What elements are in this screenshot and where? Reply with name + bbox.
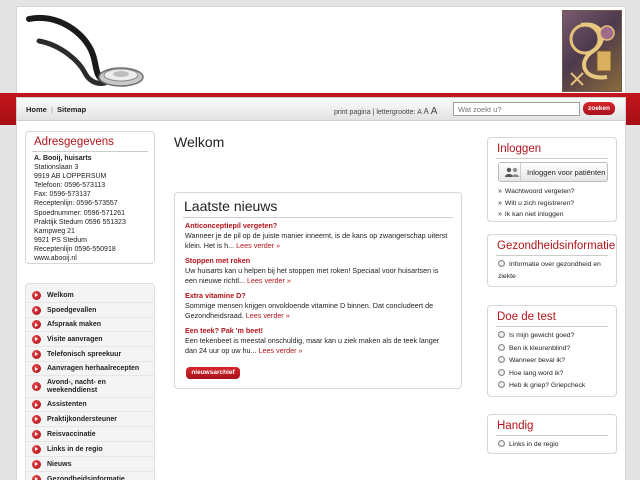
- search-input[interactable]: [453, 102, 580, 116]
- news-title: Laatste nieuws: [184, 198, 278, 214]
- page-tools: [334, 106, 437, 117]
- header-banner: [16, 6, 626, 94]
- bullet-arrow-icon: [32, 364, 41, 373]
- chevron-right-icon: »: [498, 188, 502, 195]
- menu-item-label: Links in de regio: [47, 445, 103, 453]
- useful-links-box: [487, 414, 617, 454]
- font-size-large[interactable]: A: [430, 106, 438, 117]
- menu-item-telefonisch-spreekuur[interactable]: [26, 347, 154, 362]
- address-line: Telefoon: 0596-573113: [34, 182, 106, 190]
- bullet-arrow-icon: [32, 320, 41, 329]
- address-line: Kampweg 21: [34, 227, 75, 235]
- link-label: Is mijn gewicht goed?: [509, 332, 575, 339]
- address-box: [25, 131, 155, 264]
- news-item-summary: Een tekenbeet is meestal onschuldig, maar kan u ziek maken als de teek langer dan 24 uur op uw hu...: [185, 336, 440, 355]
- cannot-login-link[interactable]: [498, 209, 606, 221]
- address-title: Adresgegevens: [34, 136, 114, 148]
- login-box: [487, 137, 617, 222]
- bullet-circle-icon: [498, 344, 505, 351]
- menu-item-label: Nieuws: [47, 460, 72, 468]
- bullet-arrow-icon: [32, 400, 41, 409]
- divider: [496, 255, 608, 256]
- useful-links-title: Handig: [497, 420, 534, 432]
- top-nav-links: [26, 105, 86, 114]
- test-link-colorblind[interactable]: [498, 343, 606, 356]
- news-item-summary: Uw huisarts kan u helpen bij het stoppen met roken! Speciaal voor huisartsen is een nieuwe richtl...: [185, 266, 439, 285]
- menu-item-assistenten[interactable]: [26, 398, 154, 412]
- bullet-arrow-icon: [32, 350, 41, 359]
- menu-item-welkom[interactable]: [26, 288, 154, 303]
- read-more-link[interactable]: Lees verder »: [245, 311, 290, 320]
- link-label: Hoe lang word ik?: [509, 369, 564, 377]
- bullet-arrow-icon: [32, 382, 41, 391]
- menu-item-gezondheidsinformatie[interactable]: [26, 472, 154, 480]
- practice-logo: [562, 10, 622, 92]
- bullet-arrow-icon: [32, 306, 41, 315]
- link-label: Wachtwoord vergeten?: [504, 188, 575, 195]
- font-size-medium[interactable]: A: [423, 107, 429, 116]
- nav-sitemap-link[interactable]: Sitemap: [56, 105, 87, 114]
- chevron-right-icon: »: [498, 211, 502, 218]
- bullet-arrow-icon: [32, 445, 41, 454]
- news-box: [174, 192, 462, 389]
- chevron-right-icon: »: [498, 199, 502, 207]
- menu-item-label: Visite aanvragen: [47, 335, 103, 343]
- bullet-circle-icon: [498, 369, 505, 376]
- read-more-link[interactable]: Lees verder »: [258, 346, 303, 355]
- news-item-title[interactable]: Anticonceptiepil vergeten?: [185, 221, 278, 230]
- link-label: Ben ik kleurenblind?: [509, 344, 571, 352]
- bullet-arrow-icon: [32, 415, 41, 424]
- menu-item-label: Afspraak maken: [47, 321, 102, 328]
- news-item: [175, 256, 461, 286]
- menu-item-label: Gezondheidsinformatie: [47, 475, 125, 480]
- news-archive-button[interactable]: nieuwsarchief: [186, 367, 240, 379]
- stethoscope-image: [25, 11, 165, 93]
- menu-item-label: Aanvragen herhaalrecepten: [47, 365, 140, 372]
- nav-separator: |: [50, 105, 53, 114]
- nav-home-link[interactable]: Home: [26, 105, 47, 114]
- test-link-due-date[interactable]: [498, 355, 606, 368]
- news-item-title[interactable]: Een teek? Pak 'm beet!: [185, 326, 264, 335]
- link-label: Wilt u zich registreren?: [504, 199, 575, 207]
- sidebar-menu: [25, 283, 155, 480]
- menu-item-avond-nacht-weekenddienst[interactable]: [26, 376, 154, 398]
- news-item: [175, 291, 461, 321]
- address-lines: [26, 154, 154, 263]
- health-info-title: Gezondheidsinformatie: [497, 240, 616, 252]
- bullet-arrow-icon: [32, 335, 41, 344]
- link-label: Links in de regio: [509, 441, 559, 448]
- address-line: Receptenlijn: 0596-573557: [34, 200, 118, 208]
- bullet-arrow-icon: [32, 430, 41, 439]
- link-label: Heb ik griep? Griepcheck: [509, 382, 586, 389]
- news-item-text: [185, 301, 451, 321]
- menu-item-links-in-de-regio[interactable]: [26, 442, 154, 457]
- test-link-flu[interactable]: [498, 380, 606, 393]
- news-item-title[interactable]: Extra vitamine D?: [185, 291, 246, 300]
- bullet-circle-icon: [498, 331, 505, 338]
- address-line: Fax: 0596-573137: [34, 191, 91, 199]
- top-navbar: [16, 97, 626, 121]
- menu-item-praktijkondersteuner[interactable]: [26, 412, 154, 427]
- register-link[interactable]: [498, 198, 606, 210]
- website-link[interactable]: www.abooij.nl: [34, 255, 77, 263]
- health-info-box: [487, 234, 617, 287]
- test-link-height[interactable]: [498, 368, 606, 381]
- font-size-label: lettergrootte:: [376, 109, 416, 116]
- health-info-link[interactable]: [498, 259, 606, 283]
- bullet-circle-icon: [498, 260, 505, 267]
- divider: [496, 158, 608, 159]
- patient-login-button[interactable]: [498, 162, 608, 182]
- menu-item-afspraak-maken[interactable]: [26, 318, 154, 332]
- self-test-box: [487, 305, 617, 397]
- address-line: 9921 PS Stedum: [34, 236, 87, 244]
- tools-separator: |: [372, 109, 375, 116]
- bullet-circle-icon: [498, 356, 505, 363]
- address-line: Stationslaan 3: [34, 164, 79, 172]
- menu-item-nieuws[interactable]: [26, 457, 154, 472]
- bullet-arrow-icon: [32, 475, 41, 480]
- news-item-text: [185, 266, 451, 286]
- regional-links-link[interactable]: [498, 439, 606, 451]
- print-page-link[interactable]: print pagina: [334, 109, 371, 116]
- bullet-arrow-icon: [32, 291, 41, 300]
- news-item: [175, 326, 461, 356]
- address-line: Praktijk Stedum 0596 551323: [34, 218, 126, 226]
- bullet-circle-icon: [498, 381, 505, 388]
- self-test-title: Doe de test: [497, 311, 556, 323]
- bullet-circle-icon: [498, 440, 505, 447]
- menu-item-reisvaccinatie[interactable]: [26, 427, 154, 442]
- address-line: 9919 AB LOPPERSUM: [34, 173, 107, 181]
- news-item-text: [185, 336, 451, 356]
- test-link-weight[interactable]: [498, 330, 606, 343]
- users-icon: [503, 163, 521, 181]
- news-item-summary: Wanneer je de pil op de juiste manier inneemt, is de kans op zwangerschap uiterst klein. Het is h...: [185, 231, 448, 250]
- menu-item-label: Praktijkondersteuner: [47, 415, 118, 423]
- news-item-summary: Sommige mensen krijgen onvoldoende vitamine D binnen. Dat concludeert de Gezondheidsraad.: [185, 301, 434, 320]
- divider: [496, 326, 608, 327]
- forgot-password-link[interactable]: [498, 186, 606, 198]
- news-item-text: [185, 231, 451, 251]
- search-button[interactable]: zoeken: [583, 102, 615, 115]
- menu-item-visite-aanvragen[interactable]: [26, 332, 154, 347]
- menu-item-herhaalrecepten[interactable]: [26, 362, 154, 376]
- bullet-arrow-icon: [32, 460, 41, 469]
- menu-item-label: Telefonisch spreekuur: [47, 350, 122, 358]
- address-line: Receptenlijn 0596-550918: [34, 245, 116, 253]
- menu-item-label: Reisvaccinatie: [47, 430, 96, 438]
- divider: [496, 435, 608, 436]
- font-size-small[interactable]: A: [417, 109, 422, 116]
- patient-login-label: Inloggen voor patiënten: [527, 167, 606, 177]
- news-item-title[interactable]: Stoppen met roken: [185, 256, 251, 265]
- menu-item-label: Assistenten: [47, 401, 87, 408]
- read-more-link[interactable]: Lees verder »: [246, 276, 291, 285]
- read-more-link[interactable]: Lees verder »: [236, 241, 281, 250]
- menu-item-spoedgevallen[interactable]: [26, 303, 154, 318]
- menu-item-label: Welkom: [47, 291, 74, 299]
- divider: [32, 151, 148, 152]
- menu-item-label: Spoedgevallen: [47, 306, 97, 314]
- menu-item-label: Avond-, nacht- en weekenddienst: [47, 378, 106, 394]
- doctor-name: A. Booij, huisarts: [34, 155, 92, 162]
- news-item: [175, 221, 461, 251]
- divider: [183, 217, 453, 218]
- link-label: Ik kan niet inloggen: [504, 211, 564, 218]
- link-label: Wanneer beval ik?: [509, 357, 566, 364]
- page-title: Welkom: [174, 134, 225, 150]
- link-label: Informatie over gezondheid en ziekte: [498, 261, 601, 280]
- login-title: Inloggen: [497, 143, 542, 155]
- address-line: Spoednummer: 0596-571261: [34, 209, 126, 217]
